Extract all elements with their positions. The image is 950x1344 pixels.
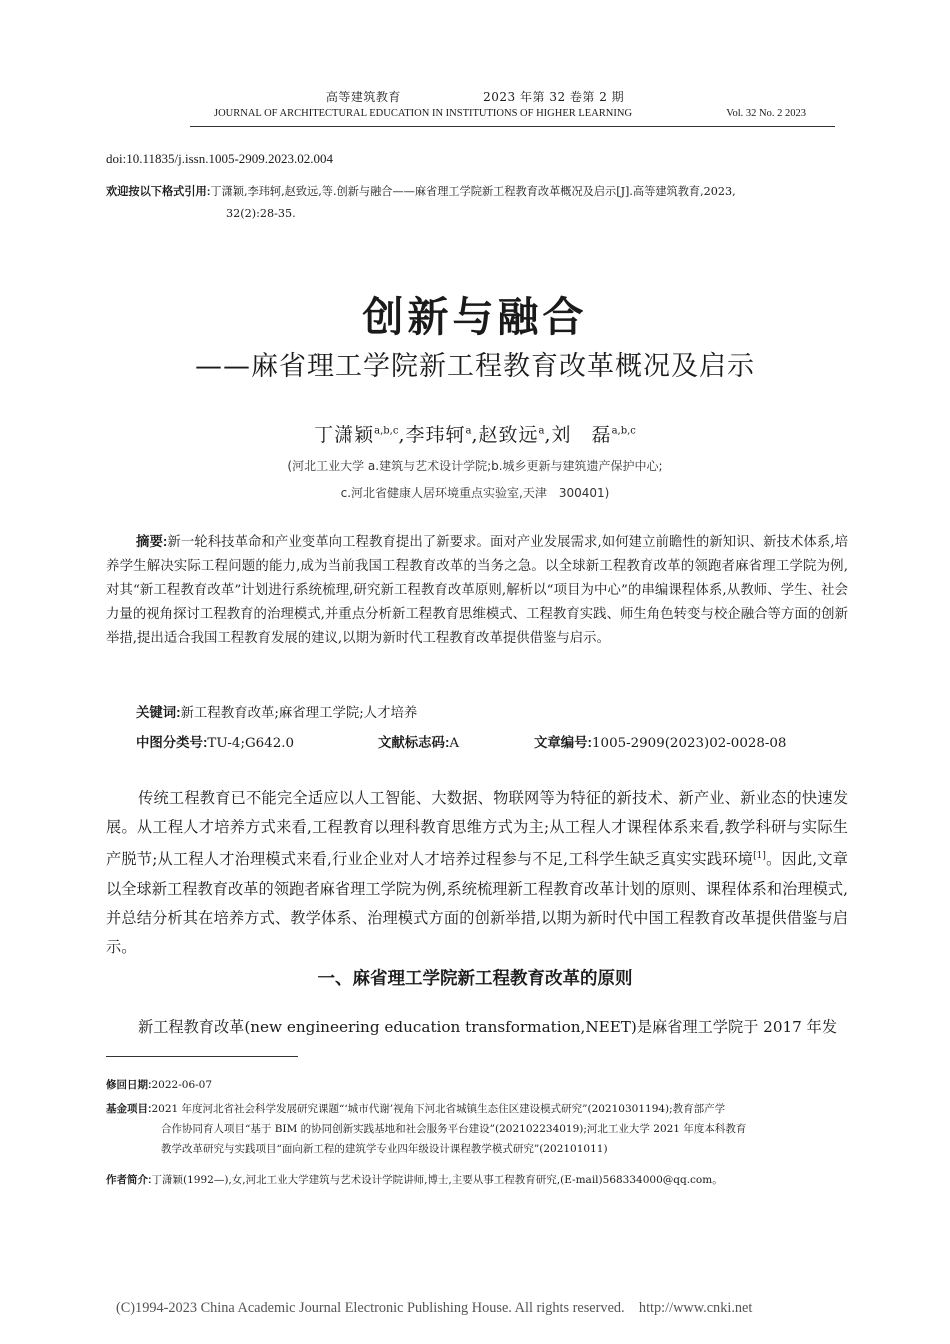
fund-line-2: 合作协同育人项目“基于 BIM 的协同创新实践基地和社会服务平台建设”(202102234019);河北工业大学 2021 年度本科教育 (161, 1123, 747, 1135)
title-main: 创新与融合 (362, 293, 588, 341)
keywords (136, 702, 417, 721)
author-affil-mark: a (538, 425, 545, 437)
author-affil-mark: a (465, 425, 472, 437)
fund-label: 基金项目: (106, 1103, 152, 1115)
footnote-revised (106, 1075, 848, 1095)
author-name: 赵致远 (478, 424, 539, 446)
citation-line-2: 32(2):28-35. (226, 207, 296, 220)
body-intro (106, 784, 848, 962)
doc-code-label: 文献标志码: (378, 735, 450, 750)
abstract-text: 新一轮科技革命和产业变革向工程教育提出了新要求。面对产业发展需求,如何建立前瞻性的新知识、新技术体系,培养学生解决实际工程问题的能力,成为当前我国工程教育改革的当务之急。以全球新工程教育改革的领跑者麻省理工学院为例,对其“新工程教育改革”计划进行系统梳理,研究新工程教育改革原则,解析以“项目为中心”的串编课程体系,从教师、学生、社会力量的视角探讨工程教育的治理模式,并重点分析新工程教育思维模式、工程教育实践、师生角色转变与校企融合等方面的创新举措,提出适合我国工程教育发展的建议,以期为新时代工程教育改革提供借鉴与启示。 (106, 535, 848, 646)
title-subtitle: ——麻省理工学院新工程教育改革概况及启示 (195, 351, 755, 382)
citation-line-1: 丁潇颖,李玮轲,赵致远,等.创新与融合——麻省理工学院新工程教育改革概况及启示[J].高等建筑教育,2023, (210, 185, 736, 198)
abstract-label: 摘要: (136, 534, 168, 549)
article-number-value: 1005-2909(2023)02-0028-08 (592, 736, 787, 751)
revised-label: 修回日期: (106, 1079, 152, 1091)
journal-name-en: JOURNAL OF ARCHITECTURAL EDUCATION IN INSTITUTIONS OF HIGHER LEARNING (214, 108, 633, 119)
author-list (0, 420, 950, 447)
body-para-1a: 传统工程教育已不能完全适应以人工智能、大数据、物联网等为特征的新技术、新产业、新业态的快速发展。从工程人才培养方式来看,工程教育以理科教育思维方式为主;从工程人才课程体系来看,教学科研与实际生产脱节;从工程人才治理模式来看,行业企业对人才培养过程参与不足,工科学生缺乏真实实践环境 (106, 789, 848, 869)
journal-name-cn: 高等建筑教育 (325, 90, 401, 104)
doc-code-value: A (449, 736, 460, 751)
body-para-1b: 。因此,文章以全球新工程教育改革的领跑者麻省理工学院为例,系统梳理新工程教育改革计划的原则、课程体系和治理模式,并总结分析其在培养方式、教学体系、治理模式方面的创新举措,以期为新时代中国工程教育改革提供借鉴与启示。 (106, 850, 848, 957)
author-affil-mark: a,b,c (374, 425, 399, 437)
citation-label: 欢迎按以下格式引用: (106, 186, 211, 198)
classification-line (136, 732, 848, 751)
author-bio-label: 作者简介: (106, 1174, 152, 1186)
running-header-en (214, 108, 806, 119)
copyright-notice: (C)1994-2023 China Academic Journal Electronic Publishing House. All rights reserved. http://www.cnki.net (116, 1300, 753, 1316)
author-sep: , (544, 424, 552, 446)
footnote-rule (106, 1056, 298, 1057)
abstract (106, 530, 848, 651)
author-name: 刘 磊 (551, 424, 612, 446)
reference-link[interactable]: [1] (753, 851, 766, 862)
author-bio: 丁潇颖(1992—),女,河北工业大学建筑与艺术设计学院讲师,博士,主要从事工程教育研究,(E-mail)568334000@qq.com。 (151, 1174, 723, 1186)
author-sep: , (471, 424, 479, 446)
affiliation-line-2: c.河北省健康人居环境重点实验室,天津 300401) (340, 486, 610, 500)
keywords-label: 关键词: (136, 705, 181, 720)
running-header-cn (0, 88, 950, 105)
section-heading-1: 一、麻省理工学院新工程教育改革的原则 (317, 969, 633, 989)
header-rule (190, 126, 835, 127)
doi: doi:10.11835/j.issn.1005-2909.2023.02.004 (106, 151, 334, 166)
author-affil-mark: a,b,c (611, 425, 636, 437)
keywords-text: 新工程教育改革;麻省理工学院;人才培养 (180, 706, 418, 721)
revised-date: 2022-06-07 (151, 1079, 213, 1091)
body-para-2: 新工程教育改革(new engineering education transformation,NEET)是麻省理工学院于 2017 年发 (138, 1018, 838, 1036)
footnote-fund (106, 1099, 848, 1159)
issue-cn: 2023 年第 32 卷第 2 期 (483, 90, 625, 104)
fund-line-1: 2021 年度河北省社会科学发展研究课题“‘城市代谢’视角下河北省城镇生态住区建设模式研究”(20210301194);教育部产学 (151, 1103, 726, 1115)
fund-line-3: 教学改革研究与实践项目“面向新工程的建筑学专业四年级设计课程教学模式研究”(202101011) (161, 1143, 608, 1155)
citation-block (106, 181, 848, 225)
issue-en: Vol. 32 No. 2 2023 (726, 108, 806, 119)
author-sep: , (398, 424, 406, 446)
author-name: 李玮轲 (405, 424, 466, 446)
footnote-author (106, 1170, 848, 1190)
clc-value: TU-4;G642.0 (207, 736, 294, 751)
affiliation-line-1: (河北工业大学 a.建筑与艺术设计学院;b.城乡更新与建筑遗产保护中心; (287, 459, 663, 473)
article-number-label: 文章编号: (534, 735, 593, 750)
clc-label: 中图分类号: (136, 735, 208, 750)
author-name: 丁潇颖 (314, 424, 375, 446)
